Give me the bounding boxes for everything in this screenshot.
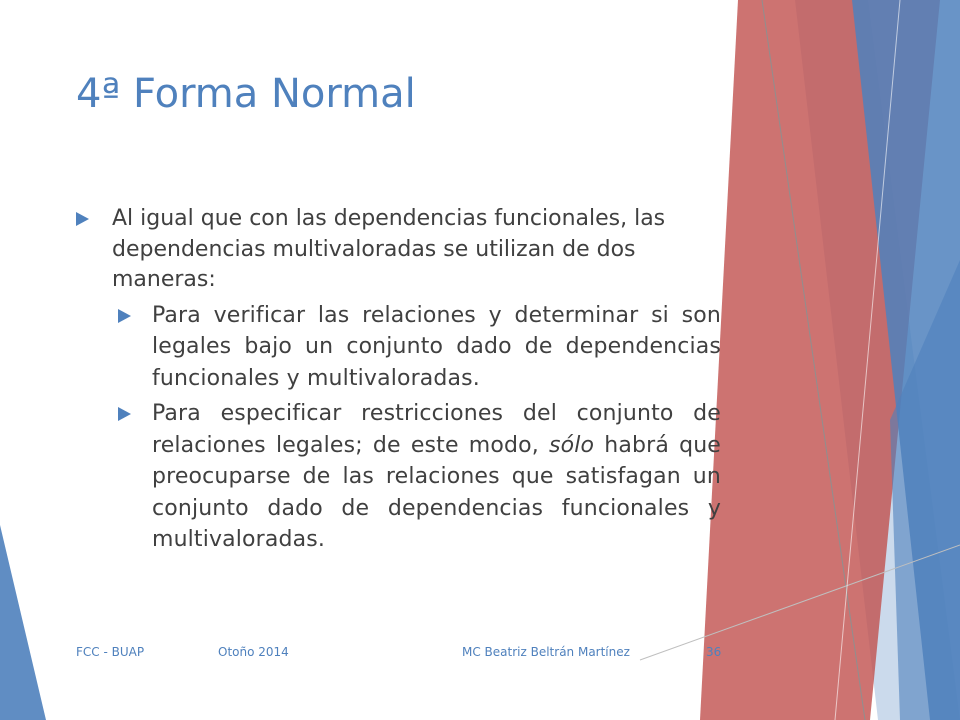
footer-season: Otoño 2014	[218, 645, 289, 659]
blue-triangle-arrow-icon	[118, 407, 131, 421]
blue-triangle-arrow-icon	[76, 212, 89, 226]
main-bullet	[76, 204, 721, 296]
footer-institution: FCC - BUAP	[76, 645, 145, 659]
main-bullet-text: Al igual que con las dependencias funcionales, las dependencias multivaloradas se utilizan de dos maneras:	[112, 206, 666, 292]
footer-page-number: 36	[706, 645, 722, 659]
sub-bullet-specify-emphasis: sólo	[549, 432, 595, 458]
footer-author: MC Beatriz Beltrán Martínez	[462, 645, 630, 659]
blue-triangle-arrow-icon	[118, 309, 131, 323]
sub-bullet-specify-text-after: habrá que preocuparse de las relaciones que satisfagan un conjunto dado de dependencias funcionales y multivaloradas.	[152, 432, 721, 552]
slide-body	[76, 204, 721, 556]
sub-bullet-specify-text-before: Para especificar restricciones del conjunto de relaciones legales; de este modo,	[152, 401, 721, 458]
slide-title: 4ª Forma Normal	[76, 71, 416, 117]
sub-bullet-verify	[118, 300, 721, 395]
sub-bullet-verify-text: Para verificar las relaciones y determinar si son legales bajo un conjunto dado de dependencias funcionales y multivaloradas.	[152, 302, 721, 391]
sub-bullet-specify	[118, 398, 721, 556]
left-blue-stripe	[0, 525, 46, 720]
